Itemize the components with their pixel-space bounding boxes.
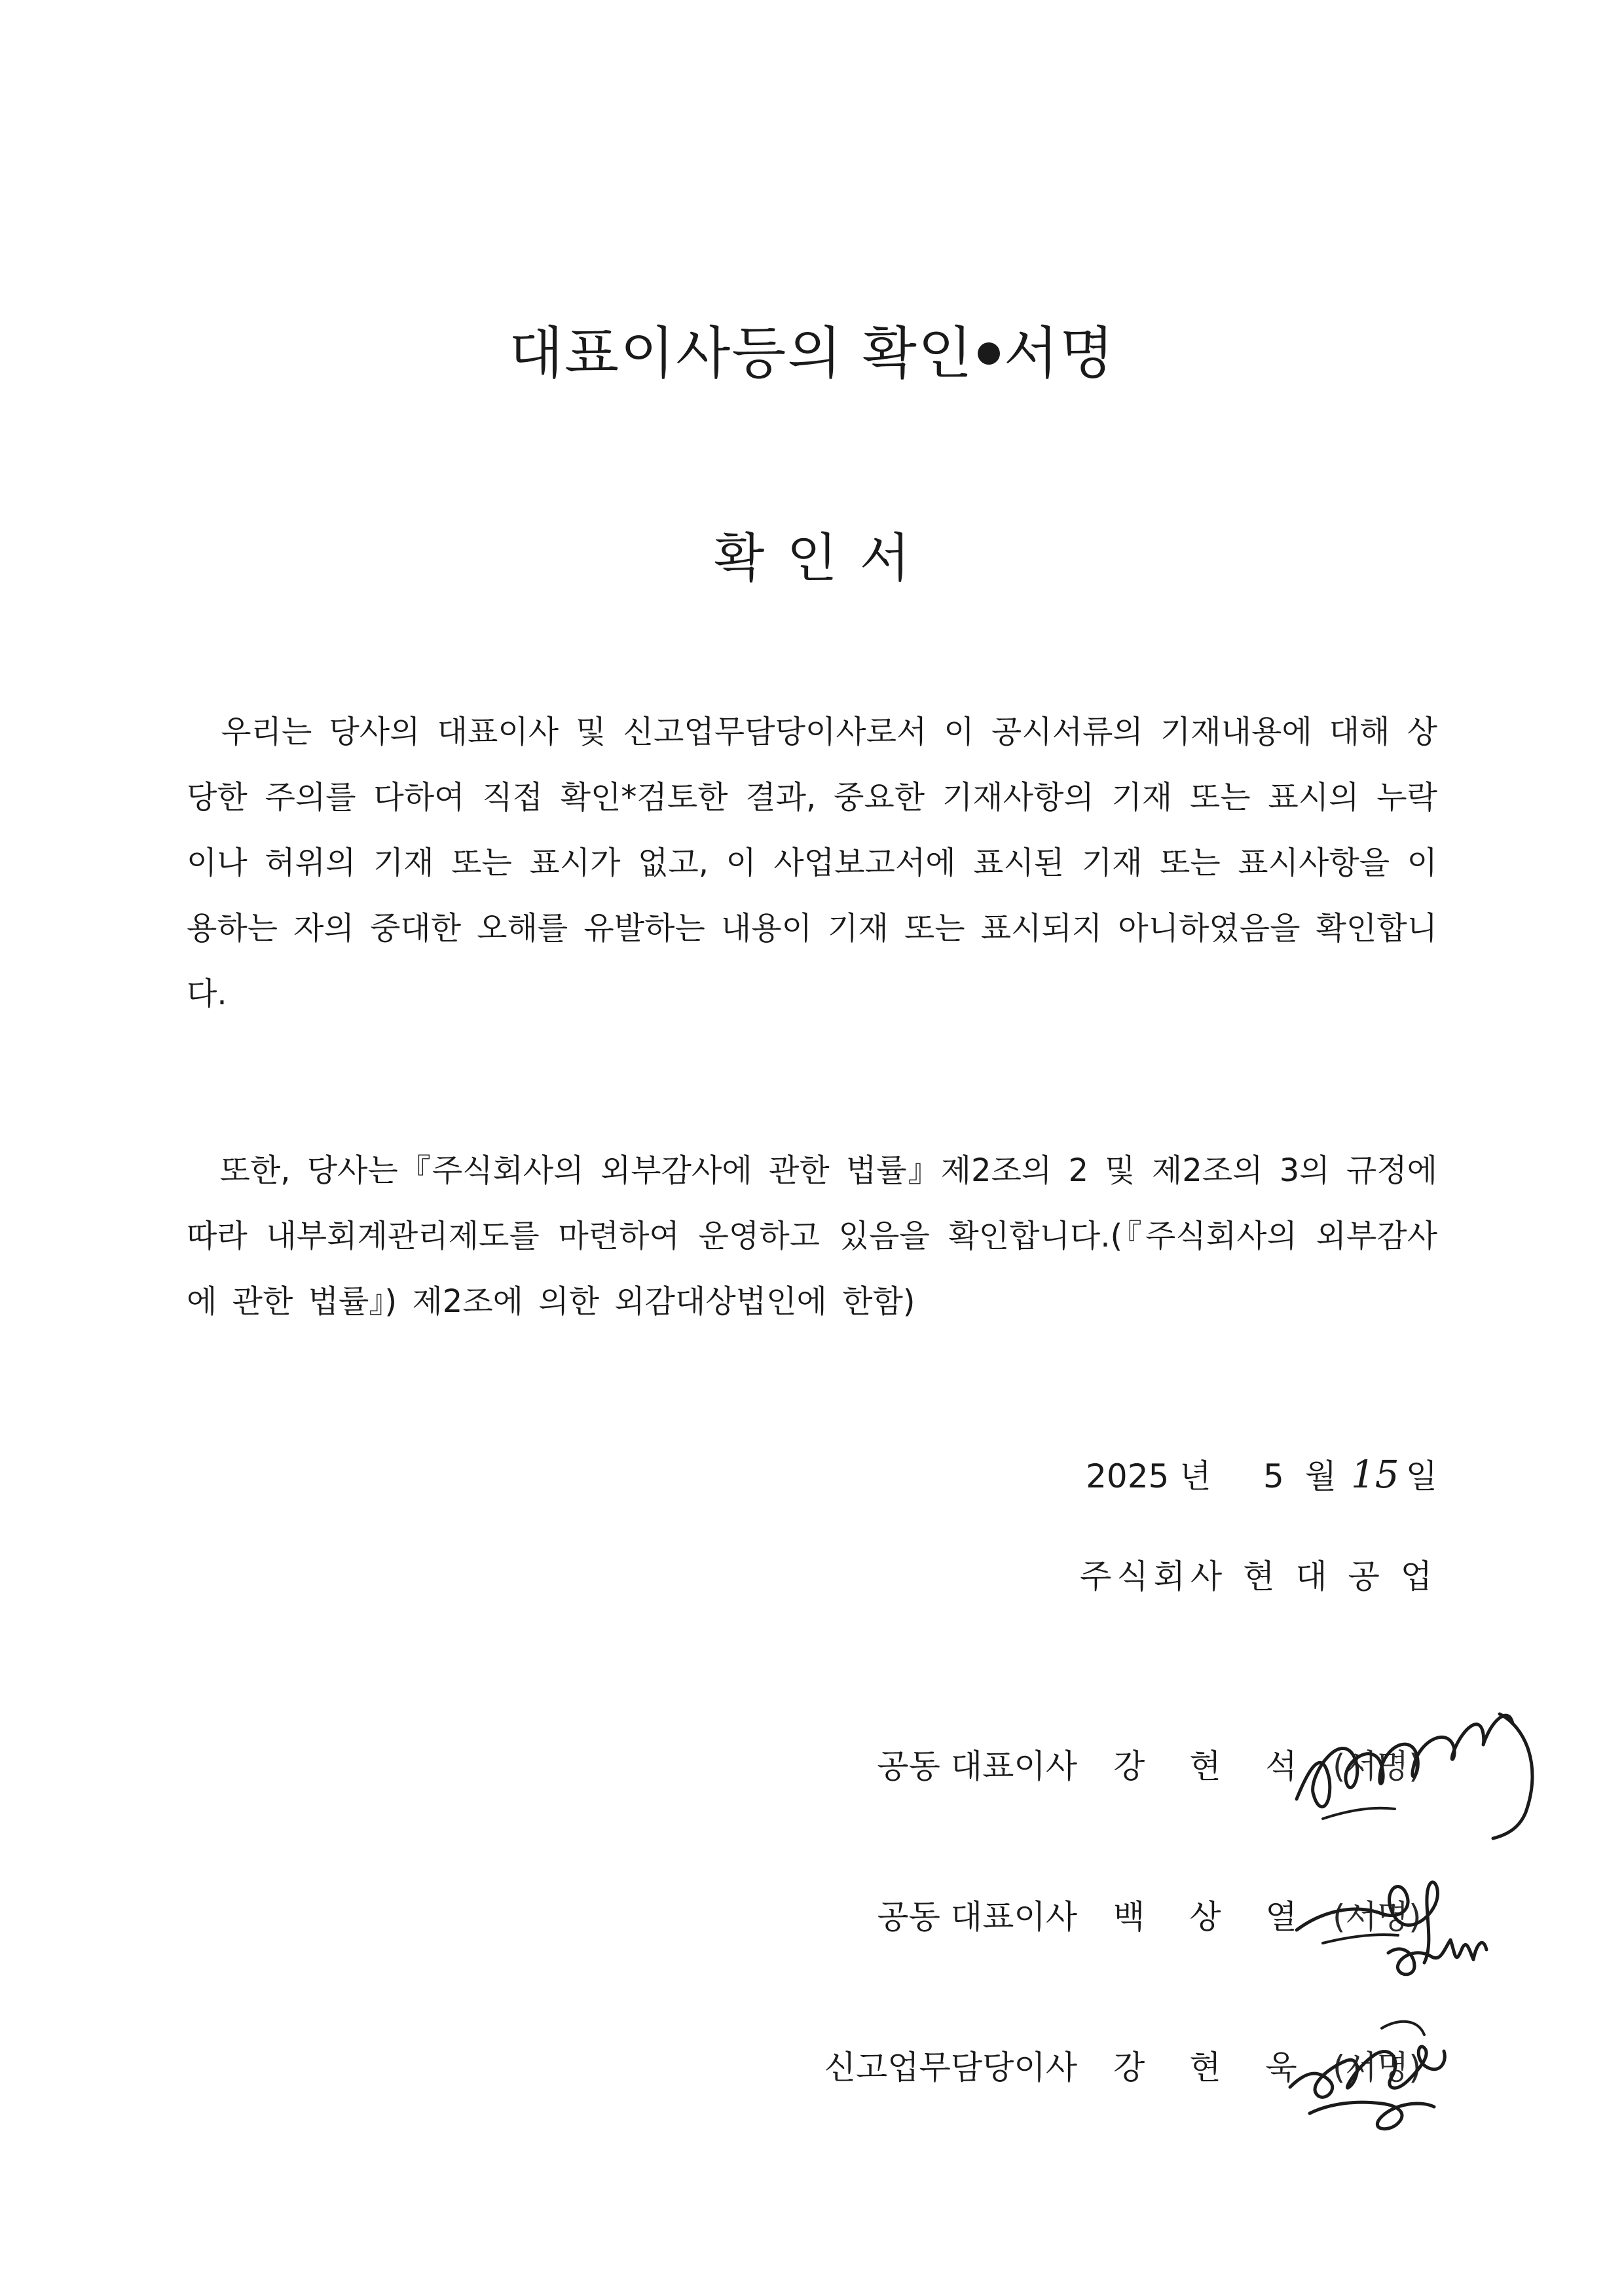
signer-row xyxy=(0,1740,1624,1819)
internal-control-paragraph: 또한, 당사는『주식회사의 외부감사에 관한 법률』제2조의 2 및 제2조의 3의 규정에 따라 내부회계관리제도를 마련하여 운영하고 있음을 확인합니다.(『주식회사의 외부감사에 관한 법률』) 제2조에 의한 외감대상법인에 한함) xyxy=(187,1152,1453,1320)
date-year: 2025 xyxy=(1086,1457,1170,1495)
signature-placeholder: (서명) xyxy=(1333,1898,1422,1936)
document-subtitle: 확인서 xyxy=(714,528,932,589)
confirmation-paragraph: 우리는 당사의 대표이사 및 신고업무담당이사로서 이 공시서류의 기재내용에 대해 상당한 주의를 다하여 직접 확인*검토한 결과, 중요한 기재사항의 기재 또는 표시의 누락이나 허위의 기재 또는 표시가 없고, 이 사업보고서에 표시된 기재 또는 표시사항을 이용하는 자의 중대한 오해를 유발하는 내용이 기재 또는 표시되지 아니하였음을 확인합니다. xyxy=(187,714,1437,1012)
date-year-unit: 년 xyxy=(1179,1457,1211,1495)
signer-name: 강 현 석 xyxy=(1113,1747,1314,1785)
signature-placeholder: (서명) xyxy=(1333,2049,1422,2086)
document-title-part2: 서명 xyxy=(1003,321,1116,386)
signer-row xyxy=(0,2041,1624,2120)
document-title xyxy=(0,308,1624,389)
signer-role: 공동 대표이사 xyxy=(877,1898,1077,1936)
date-month-unit: 월 xyxy=(1304,1457,1337,1495)
company-name: 주식회사 현 대 공 업 xyxy=(1080,1558,1437,1595)
date-day-handwritten: 15 xyxy=(1350,1452,1399,1497)
date-day-unit: 일 xyxy=(1405,1457,1437,1495)
signature-placeholder: (서명) xyxy=(1333,1747,1422,1785)
signer-name: 강 현 욱 xyxy=(1113,2049,1314,2086)
signer-role: 공동 대표이사 xyxy=(877,1747,1077,1785)
signing-date xyxy=(1086,1450,1437,1497)
title-bullet-dot xyxy=(978,342,1000,365)
signer-name: 백 상 열 xyxy=(1113,1898,1314,1936)
signer-row xyxy=(0,1891,1624,1969)
date-month: 5 xyxy=(1263,1457,1284,1495)
document-title-part1: 대표이사등의 확인 xyxy=(508,321,974,386)
signer-role: 신고업무담당이사 xyxy=(824,2049,1077,2086)
